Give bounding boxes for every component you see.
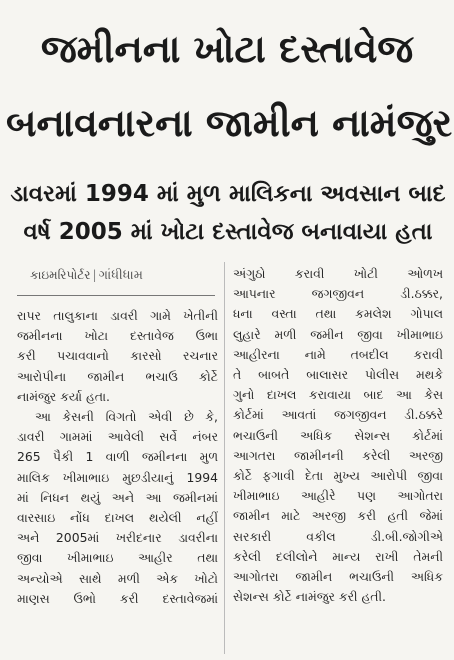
article-line: આગોતરા જામીન ભચાઉની અધિક	[233, 569, 443, 585]
article-line: સેશન્સ કોર્ટે નામંજુર કરી હતી.	[233, 589, 386, 605]
article-line: જામીન માટે અરજી કરી હતી જેમાં	[233, 508, 443, 524]
article-line: વારસાઇ નોંધ દાખલ થયેલી નહીં	[17, 510, 218, 526]
column-divider	[224, 262, 225, 654]
byline-separator: |	[92, 268, 97, 282]
article-line: કોર્ટે ફગાવી દેતા મુખ્ય આરોપી જીવા	[233, 468, 443, 484]
article-line: માં નિધન થયું અને આ જમીનમાં	[17, 489, 218, 505]
subheadline-line-2: વર્ષ 2005 માં ખોટા દસ્તાવેજ બનાવાયા હતા	[23, 219, 433, 245]
article-line: માણસ ઉભો કરી દસ્તાવેજમાં	[17, 590, 218, 606]
article-line: આ કેસની વિગતો એવી છે કે,	[35, 409, 218, 425]
article-line: ખીમાભાઇ આહીરે પણ આગોતરા	[233, 488, 443, 504]
article-line: કરી પચાવવાનો કારસો રચનાર	[17, 348, 218, 364]
byline-city: ગાંધીધામ	[98, 268, 143, 283]
article-line: માલિક ખીમાભાઇ મુછડીયાનું 1994	[17, 469, 218, 485]
article-line: આગતરા જામીનની કરેલી અરજી	[233, 447, 443, 463]
article-line: અન્યોએ સાથે મળી એક ખોટો	[17, 570, 218, 586]
article-left-column	[17, 306, 218, 609]
article-line: જીવા ખીમાભાઇ આહીર તથા	[17, 550, 218, 566]
article-line: આરોપીના જામીન ભચાઉ કોર્ટે	[17, 368, 218, 384]
subheadline-line-1: ડાવરમાં 1994 માં મુળ માલિકના અવસાન બાદ	[10, 181, 446, 207]
article-line: આહીરના નામે તબદીલ કરાવી	[233, 346, 443, 362]
article-line: લુહારે મળી જમીન જીવા ખીમાભાઇ	[233, 326, 443, 342]
article-line: 265 પૈકી 1 વાળી જમીનના મુળ	[17, 449, 218, 465]
byline	[30, 268, 143, 283]
article-line: આપનાર જગજીવન ડી.ઠક્કર,	[233, 286, 443, 302]
byline-reporter: કાઇમરિપોર્ટર	[30, 268, 91, 282]
article-line: સરકારી વકીલ ડી.બી.જોગીએ	[233, 528, 443, 544]
article-line: તે બાબતે બાલાસર પોલીસ મથકે	[233, 367, 443, 383]
article-right-column	[233, 264, 443, 607]
byline-rule	[17, 295, 215, 296]
headline-line-1: જમીનના ખોટા દસ્તાવેજ	[40, 27, 414, 71]
article-line: ડાવરી ગામમાં આવેલી સર્વે નંબર	[17, 429, 218, 445]
article-line: ગુનો દાખલ કરાવાયા બાદ આ કેસ	[233, 387, 443, 403]
article-line: કરેલી દલીલોને માન્ય રાખી તેમની	[233, 548, 443, 564]
article-line: અને 2005માં ખરીદનાર ડાવરીના	[17, 530, 218, 546]
article-line: જમીનના ખોટા દસ્તાવેજ ઉભા	[17, 328, 218, 344]
headline-line-2: બનાવનારના જામીન નામંજુર	[6, 101, 453, 145]
article-line: કોર્ટમાં આવતાં જગજીવન ડી.ઠક્કરે	[233, 407, 443, 423]
article-line: રાપર તાલુકાના ડાવરી ગામે ખેતીની	[17, 308, 218, 323]
article-line: નામંજુર કર્યા હતા.	[17, 388, 110, 404]
article-line: ભચાઉની અધિક સેશન્સ કોર્ટમાં	[233, 427, 443, 443]
article-line: અંગુઠો કરાવી ખોટી ઓળખ	[233, 266, 443, 281]
article-line: ધના વસ્તા તથા કમલેશ ગોપાલ	[233, 306, 443, 322]
